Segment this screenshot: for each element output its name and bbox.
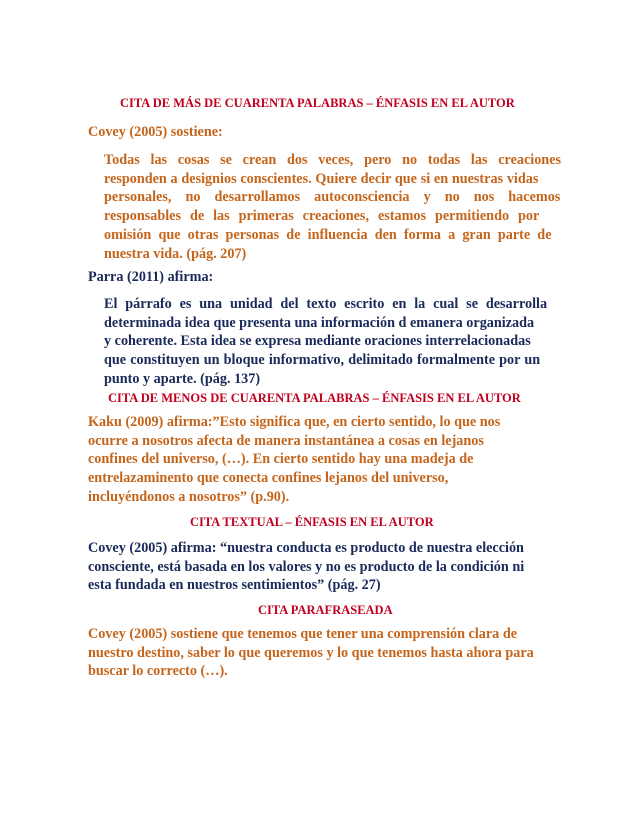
section-heading-short-quote: CITA DE MENOS DE CUARENTA PALABRAS – ÉNFASIS EN EL AUTOR: [108, 391, 521, 405]
quote-line: esta fundada en nuestros sentimientos” (pág. 27): [88, 577, 381, 594]
quote-line: Covey (2005) sostiene que tenemos que tener una comprensión clara de: [88, 626, 518, 642]
quote-line: y coherente. Esta idea se expresa mediante oraciones interrelacionadas: [104, 333, 531, 350]
quote-line: personales, no desarrollamos autoconsciencia y no nos hacemos: [104, 189, 561, 206]
quote-line: incluyéndonos a nosotros” (p.90).: [88, 488, 290, 505]
quote-line: buscar lo correcto (…).: [88, 663, 228, 680]
kaku-quote: [88, 413, 548, 507]
quote-line: responden a designios conscientes. Quiere decir que si en nuestras vidas: [104, 170, 539, 187]
quote-line: Kaku (2009) afirma:”Esto significa que, en cierto sentido, lo que nos: [88, 414, 501, 430]
quote-line: determinada idea que presenta una información d emanera organizada: [104, 314, 535, 331]
quote-line: Covey (2005) afirma: “nuestra conducta es producto de nuestra elección: [88, 540, 524, 556]
quote-line: entrelazaminento que conecta confines lejanos del universo,: [88, 470, 449, 487]
quote-line: omisión que otras personas de influencia den forma a gran parte de: [104, 226, 552, 243]
quote-line: nuestra vida. (pág. 207): [104, 245, 247, 262]
quote-line: punto y aparte. (pág. 137): [104, 370, 261, 387]
quote-line: responsables de las primeras creaciones, estamos permitiendo por: [104, 208, 540, 225]
parra-block-quote: [104, 295, 549, 389]
quote-line: nuestro destino, saber lo que queremos y lo que tenemos hasta ahora para: [88, 644, 534, 661]
quote-line: confines del universo, (…). En cierto sentido hay una madeja de: [88, 451, 474, 468]
section-heading-paraphrase: CITA PARAFRASEADA: [258, 603, 393, 617]
quote-line: El párrafo es una unidad del texto escrito en la cual se desarrolla: [104, 296, 548, 312]
quote-line: consciente, está basada en los valores y no es producto de la condición ni: [88, 558, 525, 575]
covey-paraphrase: [88, 625, 548, 681]
section-heading-long-quote: CITA DE MÁS DE CUARENTA PALABRAS – ÉNFASIS EN EL AUTOR: [120, 96, 515, 110]
parra-intro: Parra (2011) afirma:: [88, 269, 214, 285]
covey-block-quote: [104, 151, 562, 263]
quote-line: que constituyen un bloque informativo, delimitado formalmente por un: [104, 352, 541, 369]
quote-line: Todas las cosas se crean dos veces, pero no todas las creaciones: [104, 152, 562, 168]
section-heading-textual-quote: CITA TEXTUAL – ÉNFASIS EN EL AUTOR: [190, 515, 434, 529]
covey-intro: Covey (2005) sostiene:: [88, 124, 223, 140]
covey-textual-quote: [88, 539, 548, 595]
quote-line: ocurre a nosotros afecta de manera instantánea a cosas en lejanos: [88, 432, 484, 449]
